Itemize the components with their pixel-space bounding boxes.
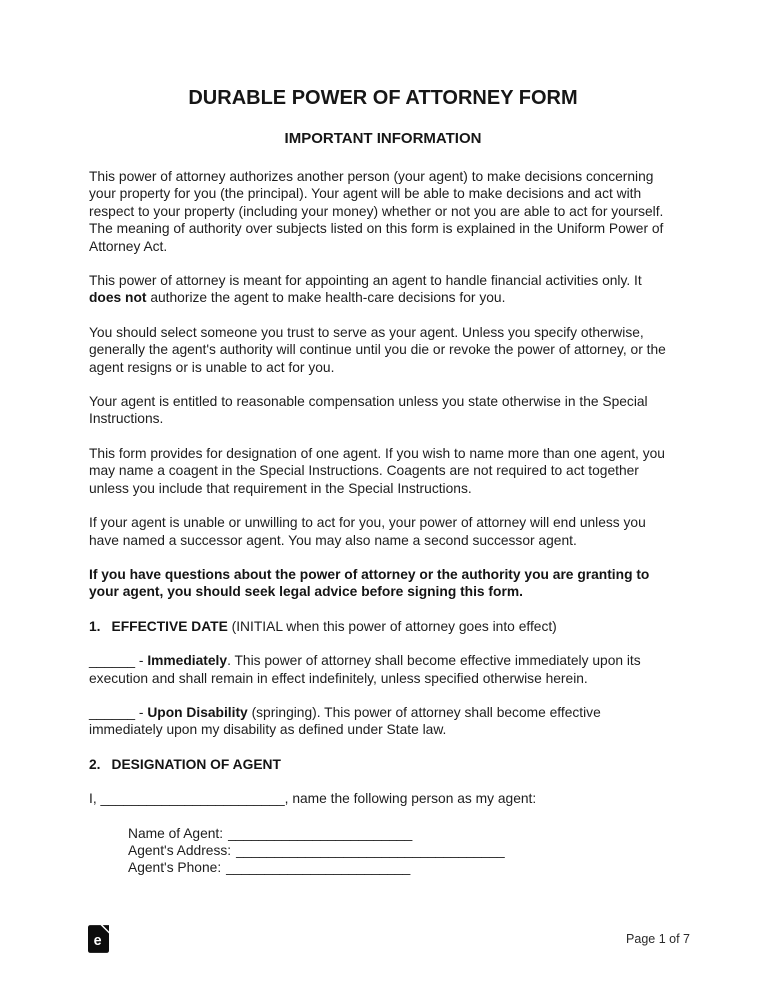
effective-option-immediately xyxy=(89,652,677,687)
page-number-label: Page 1 of 7 xyxy=(626,932,690,946)
initials-blank-immediately[interactable]: ______ xyxy=(89,653,136,669)
principal-prefix: I, xyxy=(89,791,101,807)
agent-name-blank[interactable]: ________________________ xyxy=(228,825,413,841)
eforms-logo xyxy=(88,925,109,953)
principal-name-blank[interactable]: ________________________ xyxy=(100,791,285,807)
agent-phone-label: Agent's Phone: xyxy=(128,860,222,876)
section-2-heading xyxy=(89,756,677,773)
effective-option-disability xyxy=(89,704,677,739)
section-2-title: DESIGNATION OF AGENT xyxy=(111,756,281,772)
intro-paragraph-2-start: This power of attorney is meant for appointing an agent to handle financial activities only. It xyxy=(89,273,642,289)
disability-dash: - xyxy=(135,704,148,720)
intro-paragraph-5: This form provides for designation of one agent. If you wish to name more than one agent, you may name a coagent in the Special Instructions. Coagents are not required to act together unless you include that requirement in the Special Instructions. xyxy=(89,445,665,496)
eforms-logo-letter: e xyxy=(93,933,102,950)
section-1-title: EFFECTIVE DATE xyxy=(111,618,228,634)
upon-disability-label: Upon Disability xyxy=(147,704,248,720)
section-1-note: (INITIAL when this power of attorney goes into effect) xyxy=(231,618,557,634)
immediately-dash: - xyxy=(135,653,148,669)
document-title: DURABLE POWER OF ATTORNEY FORM xyxy=(188,87,578,109)
agent-phone-row xyxy=(128,859,677,876)
intro-paragraph-4: Your agent is entitled to reasonable compensation unless you state otherwise in the Special Instructions. xyxy=(89,394,648,427)
section-2-number: 2. xyxy=(89,756,101,772)
principal-declaration-line xyxy=(89,790,677,807)
section-1-heading xyxy=(89,618,677,635)
agent-name-label: Name of Agent: xyxy=(128,825,224,841)
agent-address-label: Agent's Address: xyxy=(128,842,232,858)
immediately-text: . This power of attorney shall become effective immediately upon its execution and shall remain in effect indefinitely, unless specified otherwise herein. xyxy=(89,653,641,686)
intro-paragraph-2 xyxy=(89,272,677,307)
agent-phone-blank[interactable]: ________________________ xyxy=(226,860,411,876)
intro-paragraph-1: This power of attorney authorizes another person (your agent) to make decisions concerning your property for you (the principal). Your agent will be able to make decisions and act with respect to your property (including your money) whether or not you are able to act for yourself. The meaning of authority over subjects listed on this form is explained in the Uniform Power of Attorney Act. xyxy=(89,169,664,254)
agent-address-row xyxy=(128,842,677,859)
immediately-label: Immediately xyxy=(147,653,228,669)
initials-blank-disability[interactable]: ______ xyxy=(89,704,136,720)
section-1-number: 1. xyxy=(89,618,101,634)
does-not-emphasis: does not xyxy=(89,290,147,306)
intro-paragraph-2-end: authorize the agent to make health-care decisions for you. xyxy=(146,290,506,306)
agent-address-blank[interactable]: ___________________________________ xyxy=(236,842,505,858)
agent-name-row xyxy=(128,825,677,842)
principal-suffix: , name the following person as my agent: xyxy=(284,791,537,807)
disability-text: (springing). This power of attorney shall become effective immediately upon my disability as defined under State law. xyxy=(89,704,601,738)
agent-info-fields xyxy=(128,825,677,877)
legal-advice-notice: If you have questions about the power of attorney or the authority you are granting to your agent, you should seek legal advice before signing this form. xyxy=(89,566,650,600)
intro-paragraph-6: If your agent is unable or unwilling to act for you, your power of attorney will end unless you have named a successor agent. You may also name a second successor agent. xyxy=(89,515,646,548)
document-subtitle: IMPORTANT INFORMATION xyxy=(284,130,482,147)
intro-paragraph-3: You should select someone you trust to serve as your agent. Unless you specify otherwise, generally the agent's authority will continue until you die or revoke the power of attorney, or the agent resigns or is unable to act for you. xyxy=(89,324,666,375)
